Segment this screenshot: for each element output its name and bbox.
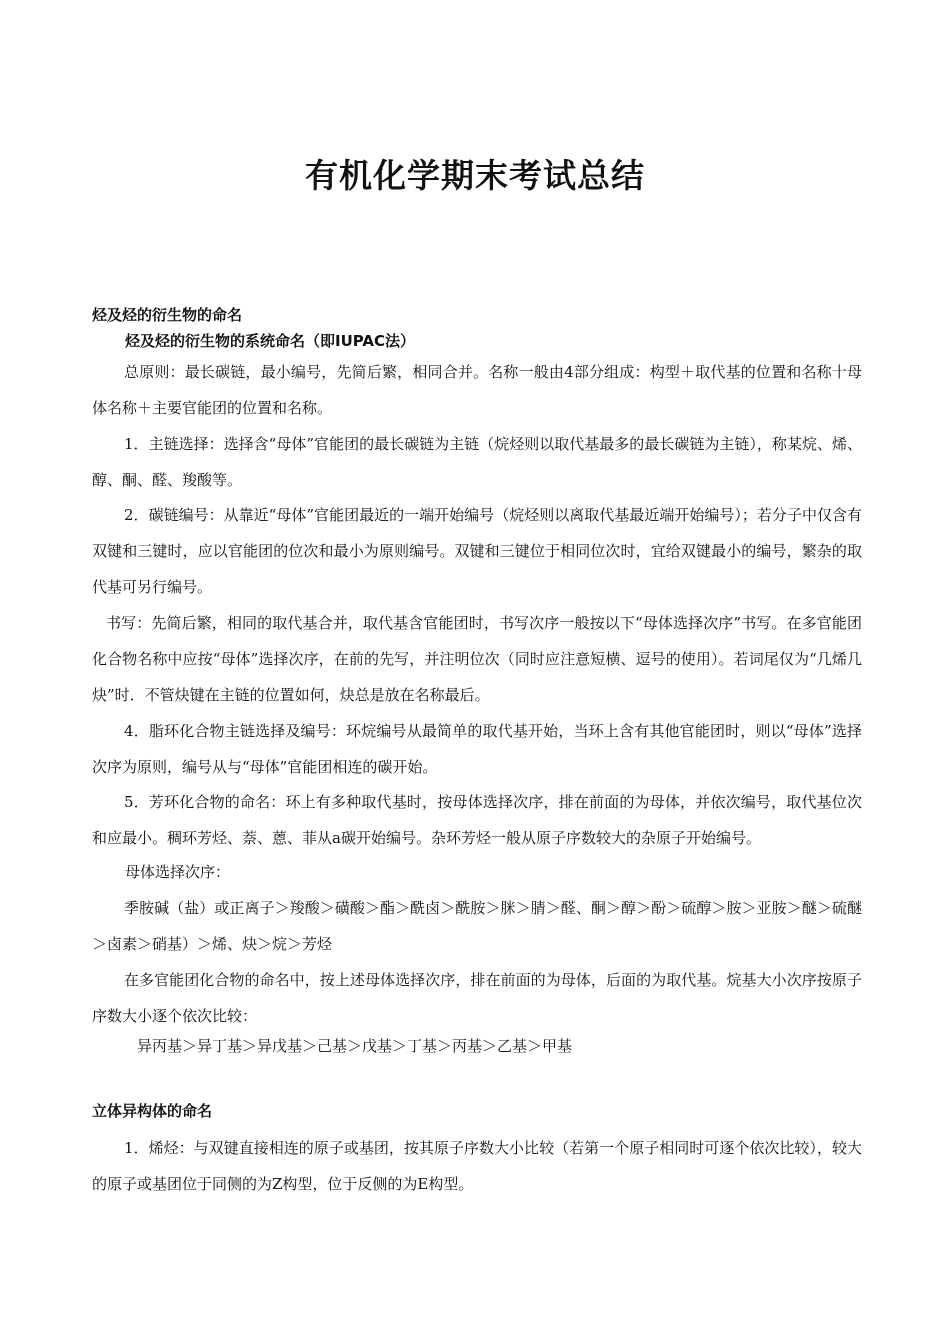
paragraph-alkene-zE: 1．烯烃：与双键直接相连的原子或基团，按其原子序数大小比较（若第一个原子相同时可逐个依次比较），较大的原子或基团位于同侧的为Z构型，位于反侧的为E构型。 [92,1139,862,1193]
section-heading-nomenclature: 烃及烃的衍生物的命名 [92,306,243,324]
page-title: 有机化学期末考试总结 [305,156,645,195]
paragraph-writing: 书写：先简后繁，相同的取代基合并，取代基含官能团时，书写次序一般按以下“母体选择次序”书写。在多官能团化合物名称中应按“母体”选择次序，在前的先写，并注明位次（同时应注意短横、逗号的使用）。若词尾仅为“几烯几炔”时．不管炔键在主链的位置如何，炔总是放在名称最后。 [92,614,862,704]
paragraph-multifunctional: 在多官能团化合物的命名中，按上述母体选择次序，排在前面的为母体，后面的为取代基。烷基大小次序按原子序数大小逐个依次比较： [92,971,862,1025]
paragraph-general-principle: 总原则：最长碳链，最小编号，先简后繁，相同合并。名称一般由4部分组成：构型＋取代基的位置和名称十母体名称＋主要官能团的位置和名称。 [92,363,862,417]
paragraph-parent-order: 季胺碱（盐）或正离子＞羧酸＞磺酸＞酯＞酰卤＞酰胺＞脒＞腈＞醛、酮＞醇＞酚＞硫醇＞胺＞亚胺＞醚＞硫醚＞卤素＞硝基）＞烯、炔＞烷＞芳烃 [92,899,862,953]
paragraph-aromatic: 5．芳环化合物的命名：环上有多种取代基时，按母体选择次序，排在前面的为母体，并依次编号，取代基位次和应最小。稠环芳烃、萘、蒽、菲从a碳开始编号。杂环芳烃一般从原子序数较大的杂原子开始编号。 [92,793,862,847]
section-heading-stereoisomers: 立体异构体的命名 [92,1102,213,1120]
paragraph-alicyclic: 4．脂环化合物主链选择及编号：环烷编号从最简单的取代基开始，当环上含有其他官能团时，则以“母体”选择次序为原则，编号从与“母体”官能团相连的碳开始。 [92,722,862,776]
paragraph-main-chain: 1．主链选择：选择含“母体”官能团的最长碳链为主链（烷烃则以取代基最多的最长碳链为主链），称某烷、烯、醇、酮、醛、羧酸等。 [92,435,862,489]
paragraph-alkyl-order: 异丙基＞异丁基＞异戊基＞己基＞戊基＞丁基＞丙基＞乙基＞甲基 [137,1037,573,1055]
paragraph-parent-order-label: 母体选择次序： [125,863,231,881]
paragraph-numbering: 2．碳链编号：从靠近“母体”官能团最近的一端开始编号（烷烃则以离取代基最近端开始编号）；若分子中仅含有双键和三键时，应以官能团的位次和最小为原则编号。双键和三键位于相同位次时，宜给双键最小的编号，繁杂的取代基可另行编号。 [92,506,862,596]
subsection-heading-iupac: 烃及烃的衍生物的系统命名（即IUPAC法） [125,332,415,350]
